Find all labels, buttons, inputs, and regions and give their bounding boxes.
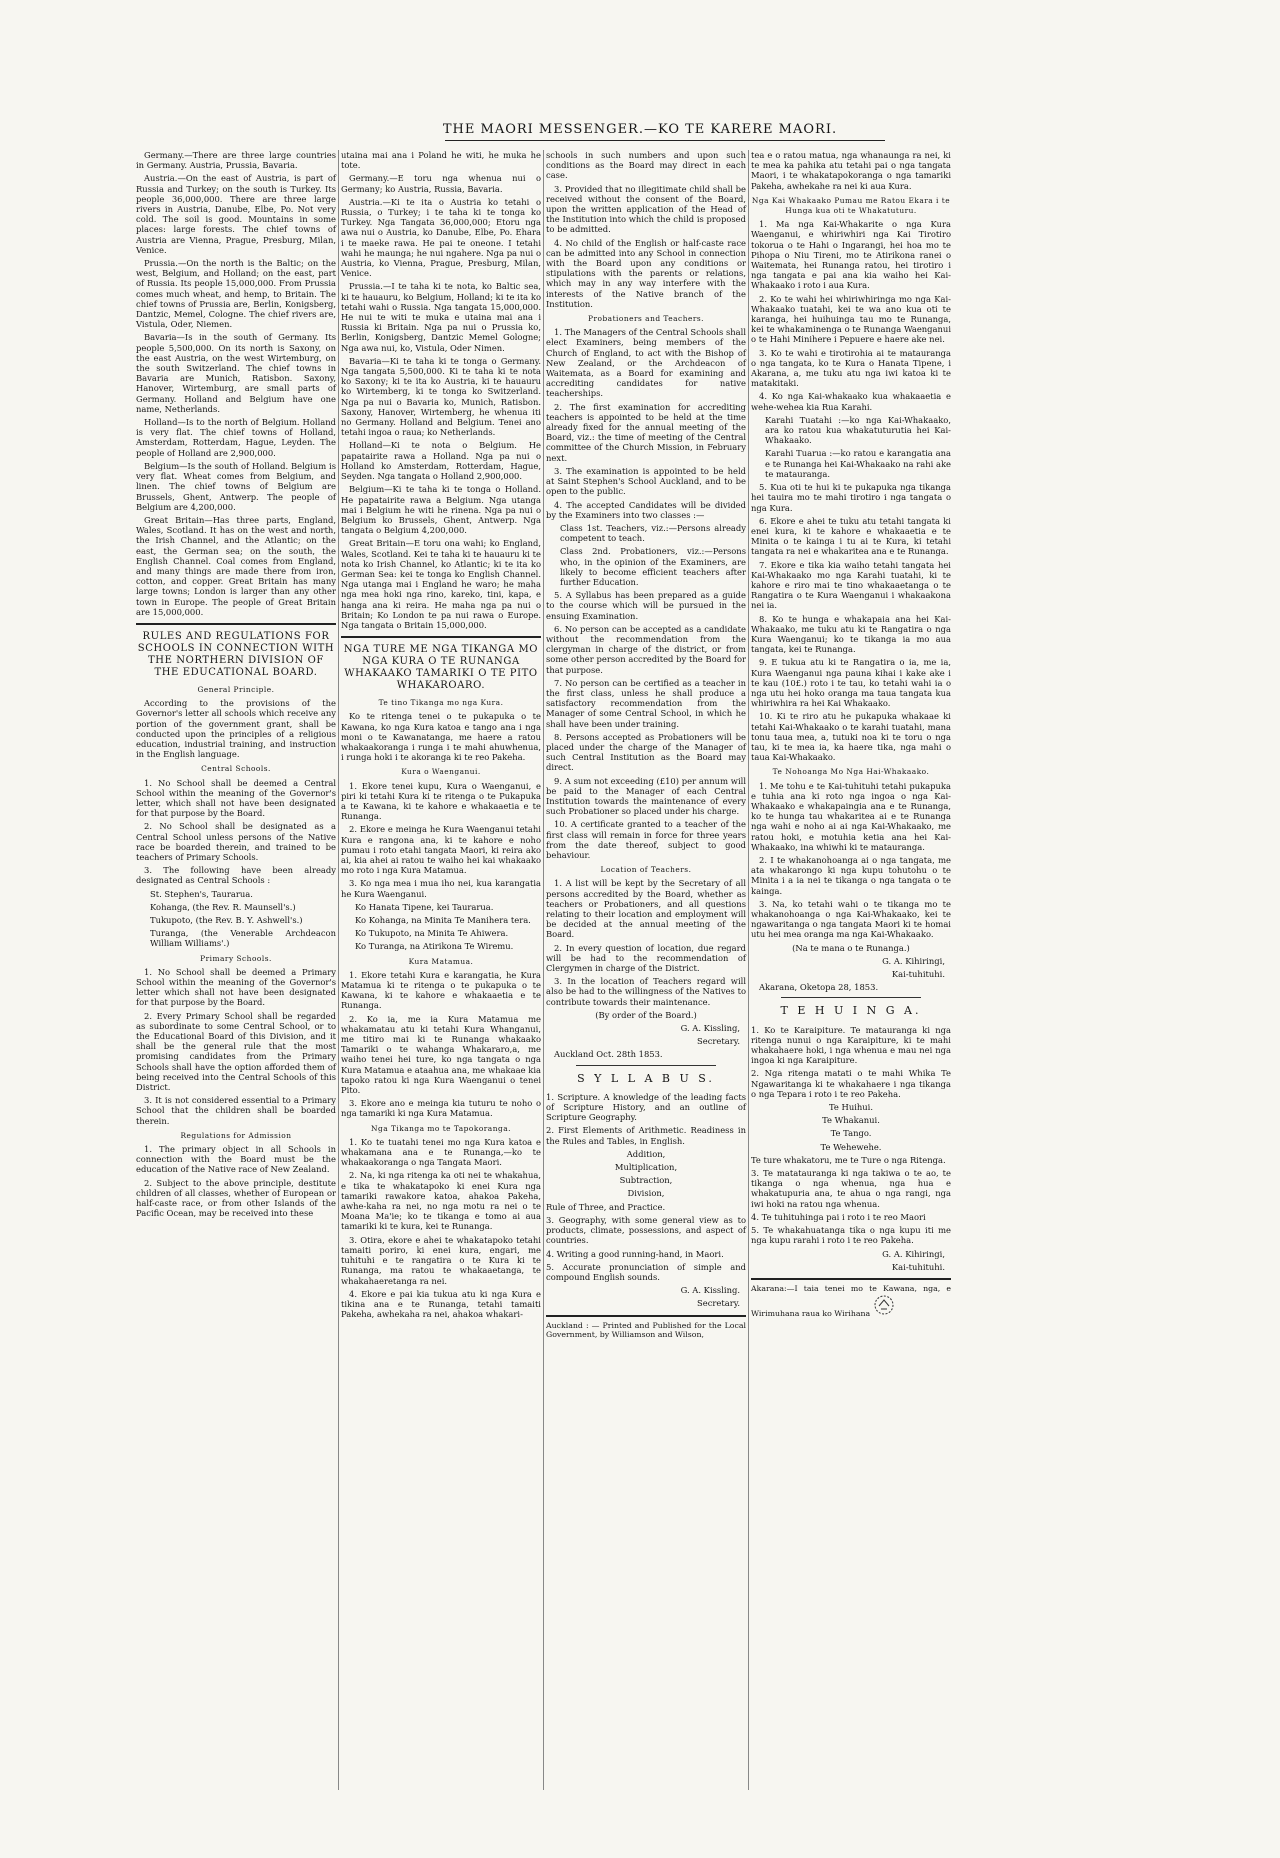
- imprint-text: Akarana:—I taia tenei mo te Kawana, nga, e Wirimuhana raua ko Wirihana: [751, 1283, 951, 1318]
- nohoanga-rule: 2. I te whakanohoanga ai o nga tangata, me ata whakarongo ki nga kupu tohutohu o te Minita i a ia nei te tikanga o nga tangata o te kainga.: [751, 855, 951, 896]
- imprint: [751, 1278, 951, 1318]
- board-order: (By order of the Board.): [595, 1009, 697, 1020]
- dateline: Akarana, Oketopa 28, 1853.: [759, 982, 879, 993]
- column-divider: [543, 150, 544, 1790]
- section-rule: [136, 623, 336, 625]
- central-rule: 2. No School shall be designated as a Central School unless persons of the Native race be boarded therein, and trained to be teachers of Primary Schools.: [136, 821, 336, 862]
- primary-rule: 2. Every Primary School shall be regarded as subordinate to some Central School, or to the Educational Board of this Division, and it shall be the general rule that the most promising candidates from the Primary Schools shall have the option afforded them of being received into the Central Schools of this District.: [136, 1010, 336, 1093]
- signer-title: Kai-tuhituhi.: [891, 1261, 945, 1272]
- country-paragraph: Holland—Is to the north of Belgium. Holland is very flat. The chief towns of Holland, Amsterdam, Rotterdam, Hague, Leyden. The people of Holland are 2,900,000.: [136, 417, 336, 458]
- admission-heading: Regulations for Admission: [180, 1130, 292, 1140]
- syllabus-item: Rule of Three, and Practice.: [546, 1201, 666, 1212]
- putanga-rule: 2. Ko te wahi hei whiriwhiringa mo nga Kai-Whakaako tuatahi, kei te wa ano kua oti te karanga, hei huihuinga tau mo te Runanga, kei te whakaminenga o te Runanga Waenganui o te Hahi Minihere i Pepuere e haere ake nei.: [751, 293, 951, 345]
- country-paragraph: Holland—Ki te nota o Belgium. He papatairite rawa a Holland. Nga pa nui o Holland ko Amsterdam, Rotterdam, Hague, Seyden. Nga tangata o Holland 2,900,000.: [341, 440, 541, 482]
- tapokoranga-rule: 4. Ekore e pai kia tukua atu ki nga Kura e tikina ana e te Runanga, tetahi tamaiti Pakeha, awhekaha ra nei, ahakoa whakari-: [341, 1288, 541, 1320]
- dateline: Auckland Oct. 28th 1853.: [554, 1049, 663, 1060]
- waenganui-rule: 2. Ekore e meinga he Kura Waenganui tetahi Kura e rangona ana, ki te kahore e noho pumau i roto etahi tangata Maori, ki reira ako ai, kia ahei ai ratou te waiho hei kai whakaako mo roto i nga Kura Matamua.: [341, 824, 541, 876]
- board-order: (Na te mana o te Runanga.): [792, 942, 910, 953]
- country-paragraph: Belgium—Ki te taha ki te tonga o Holland. He papatairite rawa a Belgium. Nga utanga mai i Belgium he witi he rinena. Nga pa nui o Belgium ko Brussels, Ghent, Antwerp. Nga tangata o Belgium 4,200,000.: [341, 484, 541, 536]
- tapokoranga-rule: 3. Otira, ekore e ahei te whakatapoko tetahi tamaiti poriro, ki enei kura, engari, me tuhituhi e te rangatira o te Kura ki te Runanga, ma ratou te whakaaetanga, te whakahaeretanga ra nei.: [341, 1234, 541, 1286]
- probationers-rule: 8. Persons accepted as Probationers will be placed under the charge of the Manager of such Central Institution as the Board may direct.: [546, 731, 746, 773]
- location-rule: 1. A list will be kept by the Secretary of all persons accredited by the Board, whether as teachers or Probationers, and all questions relating to their location and employment will be decided at the annual meeting of the Board.: [546, 878, 746, 940]
- huinga-item: 3. Te matatauranga ki nga takiwa o te ao, te tikanga o nga whenua, nga hua e whakatupuria ana, te ahua o nga rangi, nga iwi hoki na ratou nga whenua.: [751, 1168, 951, 1209]
- waenganui-rule: 3. Ko nga mea i mua iho nei, kua karangatia he Kura Waenganui.: [341, 878, 541, 899]
- column-divider: [748, 150, 749, 1790]
- waenganui-school: Ko Turanga, na Atirikona Te Wiremu.: [355, 941, 514, 952]
- masthead-rule: [445, 140, 885, 141]
- country-paragraph: Belgium—Is the south of Holland. Belgium is very flat. Wheat comes from Belgium, and linen. The chief towns of Belgium are Brussels, Ghent, Antwerp. The people of Belgium are 4,200,000.: [136, 460, 336, 512]
- central-rule: 1. No School shall be deemed a Central School within the meaning of the Governor's letter, which shall not have been designated for that purpose by the Board.: [136, 777, 336, 819]
- signer-title: Kai-tuhituhi.: [891, 969, 945, 980]
- seal-icon: [873, 1294, 895, 1316]
- divider: [781, 997, 921, 998]
- signer: G. A. Kihiringi,: [882, 1248, 945, 1259]
- class-item: Class 2nd. Probationers, viz.:—Persons who, in the opinion of the Examiners, are likely to become efficient teachers after further Education.: [560, 546, 746, 587]
- whika-item: Te Wehewehe.: [820, 1141, 882, 1152]
- karahi-item: Karahi Tuatahi :—ko nga Kai-Whakaako, ara ko ratou kua whakatuturutia hei Kai-Whakaako.: [765, 414, 951, 446]
- signer-title: Secretary.: [697, 1036, 740, 1047]
- arithmetic-item: Subtraction,: [619, 1175, 673, 1186]
- signer: G. A. Kihiringi,: [882, 955, 945, 966]
- country-paragraph: Germany.—There are three large countries in Germany. Austria, Prussia, Bavaria.: [136, 150, 336, 171]
- location-heading: Location of Teachers.: [600, 865, 692, 875]
- probationers-rule: 1. The Managers of the Central Schools shall elect Examiners, being members of the Church of England, to act with the Bishop of New Zealand, or the Archdeacon of Waitemata, as a Board for examining and accrediting candidates for native teacherships.: [546, 327, 746, 399]
- whika-item: Te Tango.: [830, 1128, 872, 1139]
- putanga-rule: 1. Ma nga Kai-Whakarite o nga Kura Waenganui, e whiriwhiri nga Kai Tirotiro tokorua o te Hahi o Ingarangi, hei hoa mo te Pihopa o Niu Tireni, mo te Atirikona ranei o Waitemata, hei Runanga ratou, hei tirotiro i nga tangata e pai ana kia waiho hei Kai-Whakaako i roto i aua Kura.: [751, 219, 951, 291]
- column-4: [751, 150, 951, 1318]
- class-item: Class 1st. Teachers, viz.:—Persons already competent to teach.: [560, 522, 746, 544]
- whika-item: Te Whakanui.: [822, 1115, 880, 1126]
- putanga-rule: 9. E tukua atu ki te Rangatira o ia, me ia, Kura Waenganui nga pauna kihai i kake ake i te kau (10£.) roto i te tau, ko tetahi wahi ia o nga utu hei hoko oranga ma taua tangata kua whiriwhira ra hei Kai Whakaako.: [751, 657, 951, 709]
- huinga-item: Te ture whakatoru, me te Ture o nga Ritenga.: [751, 1154, 946, 1165]
- column-divider: [338, 150, 339, 1790]
- tapokoranga-rule: 2. Na, ki nga ritenga ka oti nei te whakahua, e tika te whakatapoko ki enei Kura nga tamariki rawakore katoa, ahakoa Pakeha, awhe-kaha ra nei, no nga motu ra nei o te Moana Ma'ie; ko te tikanga e tomo ai aua tamariki ki te kura, kei te Runanga.: [341, 1170, 541, 1232]
- matamua-rule: 3. Ekore ano e meinga kia tuturu te noho o nga tamariki ki nga Kura Matamua.: [341, 1098, 541, 1119]
- country-paragraph: Bavaria—Ki te taha ki te tonga o Germany. Nga tangata 5,500,000. Ki te taha ki te nota ko Saxony; ki te ita ko Austria, ki te hauauru ko Wirtemberg, ki te tonga ko Switzerland. Nga pa nui o Bavaria ko, Munich, Ratisbon. Saxony, Hanover, Wirtemberg, he whenua iti no Germany. Holland and Belgium. Tenei ano tetahi ingoa o raua; ko Netherlands.: [341, 355, 541, 438]
- column-2: [341, 150, 541, 1322]
- probationers-rule: 10. A certificate granted to a teacher of the first class will remain in force for three years from the date thereof, subject to good behaviour.: [546, 819, 746, 860]
- putanga-rule: 3. Ko te wahi e tirotirohia ai te matauranga o nga tangata, ko te Kura o Hanata Tipene, i Akarana, a, me tuku atu nga iwi katoa ki te matakitaki.: [751, 347, 951, 389]
- country-paragraph: utaina mai ana i Poland he witi, he muka he tote.: [341, 150, 541, 171]
- rules-title: RULES AND REGULATIONS FOR SCHOOLS IN CONNECTION WITH THE NORTHERN DIVISION OF THE EDUCATIONAL BOARD.: [137, 630, 335, 678]
- probationers-rule: 7. No person can be certified as a teacher in the first class, unless he shall produce a satisfactory recommendation from the Manager of some Central School, in which he shall have been under training.: [546, 677, 746, 729]
- section-rule: [341, 636, 541, 638]
- central-school: Kohanga, (the Rev. R. Maunsell's.): [150, 901, 296, 912]
- matamua-rule: 1. Ekore tetahi Kura e karangatia, he Kura Matamua ki te ritenga o te pukapuka o te Kawana, ki te kahore e whakaaetia e te Runanga.: [341, 969, 541, 1011]
- general-heading: General Principle.: [197, 684, 275, 694]
- waenganui-school: Ko Tukupoto, na Minita Te Ahiwera.: [355, 928, 509, 939]
- huinga-item: 2. Nga ritenga matati o te mahi Whika Te Ngawaritanga ki te whakahaere i nga tikanga o nga Tepara i roto i te reo Pakeha.: [751, 1068, 951, 1099]
- probationers-rule: 3. The examination is appointed to be held at Saint Stephen's School Auckland, and to be open to the public.: [546, 465, 746, 497]
- huinga-item: 1. Ko te Karaipiture. Te matauranga ki nga ritenga nunui o nga Karaipiture, ki te mahi whakahaere hoki, i nga whenua e mau nei nga ingoa ki nga Karaipiture.: [751, 1024, 951, 1066]
- arithmetic-item: Multiplication,: [614, 1162, 678, 1173]
- country-paragraph: Bavaria—Is in the south of Germany. Its people 5,500,000. On its north is Saxony, on the east Austria, on the west Wirtemburg, on the south Switzerland. The chief towns in Bavaria are Munich, Ratisbon. Saxony, Hanover, Wirtemburg, are small parts of Germany. Holland and Belgium have one name, Netherlands.: [136, 332, 336, 414]
- arithmetic-item: Addition,: [626, 1148, 666, 1159]
- probationers-rule: 2. The first examination for accrediting teachers is appointed to be held at the time already fixed for the annual meeting of the Board, viz.: the time of meeting of the Central committee of the Church Mission, in February next.: [546, 401, 746, 463]
- location-rule: 2. In every question of location, due regard will be had to the recommendation of Clergymen in charge of the District.: [546, 942, 746, 974]
- putanga-rule: 7. Ekore e tika kia waiho tetahi tangata hei Kai-Whakaako mo nga Karahi tuatahi, ki te kahore e riro mai te tino whakaaetanga o te Rangatira o te Kura Waenganui i whakaakona nei ia.: [751, 559, 951, 611]
- country-paragraph: Prussia.—I te taha ki te nota, ko Baltic sea, ki te hauauru, ko Belgium, Holland; ki te ita ko tetahi wahi o Russia. Nga tangata 15,000,000. He nui te witi te muka e utaina mai ana i Russia ki Britain. Nga pa nui o Prussia ko, Berlin, Konigsberg, Dantzic Memel Gologne; Nga awa nui, ko, Vistula, Oder Nimen.: [341, 281, 541, 353]
- primary-heading: Primary Schools.: [200, 953, 272, 963]
- primary-rule: 1. No School shall be deemed a Primary School within the meaning of the Governor's letter which shall not have been designated for that purpose by the Board.: [136, 966, 336, 1008]
- country-paragraph: Great Britain—Has three parts, England, Wales, Scotland. It has on the west and north, the Irish Channel, and the Atlantic; on the east, the German sea; on the south, the English Channel. Coal comes from England, and many things are made there from iron, cotton, and copper. Great Britain has many large towns; London is larger than any other town in Europe. The people of Great Britain are 15,000,000.: [136, 514, 336, 617]
- admission-rule: 2. Subject to the above principle, destitute children of all classes, whether of European or half-caste race, or from other Islands of the Pacific Ocean, may be received into these: [136, 1177, 336, 1219]
- masthead: THE MAORI MESSENGER.—KO TE KARERE MAORI.: [442, 122, 838, 137]
- admission-rule: 1. The primary object in all Schools in connection with the Board must be the education of the Native race of New Zealand.: [136, 1144, 336, 1175]
- country-paragraph: Prussia.—On the north is the Baltic; on the west, Belgium, and Holland; on the east, part of Russia. Its people 15,000,000. From Prussia comes much wheat, and hemp, to Britain. The chief towns of Prussia are, Berlin, Konigsberg, Dantzic, Memel, Cologne. The chief rivers are, Vistula, Oder, Niemen.: [136, 258, 336, 330]
- syllabus-item: 3. Geography, with some general view as to products, climate, possessions, and aspect of countries.: [546, 1214, 746, 1246]
- matamua-rule: 2. Ko ia, me ia Kura Matamua me whakamatau atu ki tetahi Kura Whanganui, me titiro mai ki te Runanga whakaako Tamariki o te wahanga Whakararo,a, me waiho tenei hei ture, ko nga tangata o nga Kura Matamua e ataahua ana, me whakaae kia tapoko ratou ki nga Kura Waenganui o tenei Pito.: [341, 1013, 541, 1096]
- putanga-rule: 8. Ko te hunga e whakapaia ana hei Kai-Whakaako, me tuku atu ki te Rangatira o nga Kura Waenganui; ko te tikanga ia mo aua tangata, kei te Runanga.: [751, 613, 951, 655]
- putanga-heading: Nga Kai Whakaako Pumau me Ratou Ekara i te Hunga kua oti te Whakatuturu.: [751, 195, 951, 216]
- country-paragraph: Germany.—E toru nga whenua nui o Germany; ko Austria, Russia, Bavaria.: [341, 173, 541, 194]
- ture-title: NGA TURE ME NGA TIKANGA MO NGA KURA O TE RUNANGA WHAKAAKO TAMARIKI O TE PITO WHAKAROARO.: [343, 644, 539, 692]
- location-rule: 3. In the location of Teachers regard will also be had to the willingness of the Natives to contribute towards their maintenance.: [546, 976, 746, 1007]
- nohoanga-rule: 1. Me tohu e te Kai-tuhituhi tetahi pukapuka e tuhia ana ki roto nga ingoa o nga Kai-Whakaako e whakapaingia ana e te Runanga, ko te hunga tau whakaritea ai e te Runanga nga wahi e noho ai ai nga Kai-Whakaako, me ratou hoki, e motuhia ketia ana hei Kai-Whakaako, ina whiwhi ki te matauranga.: [751, 780, 951, 852]
- admission-continued: 3. Provided that no illegitimate child shall be received without the consent of the Board, upon the written application of the Head of the Institution into which the child is proposed to be admitted.: [546, 183, 746, 235]
- tapokoranga-heading: Nga Tikanga mo te Tapokoranga.: [371, 1123, 511, 1133]
- tapokoranga-continued: tea e o ratou matua, nga whanaunga ra nei, ki te mea ka pahika atu tetahi pai o nga tangata Maori, i te whakatapokoranga o nga tamariki Pakeha, awhekahe ra nei ki aua Kura.: [751, 150, 951, 191]
- imprint: Auckland : — Printed and Published for the Local Government, by Williamson and Wilson,: [546, 1315, 746, 1340]
- waenganui-rule: 1. Ekore tenei kupu, Kura o Waenganui, e piri ki tetahi Kura ki te ritenga o te Pukapuka a te Kawana, ki te kahore e whakaaetia e te Runanga.: [341, 780, 541, 822]
- putanga-rule: 5. Kua oti te hui ki te pukapuka nga tikanga hei tauira mo te mahi tirotiro i nga tangata o nga Kura.: [751, 482, 951, 513]
- country-paragraph: Austria.—Ki te ita o Austria ko tetahi o Russia, o Turkey; i te taha ki te tonga ko Turkey. Nga Tangata 36,000,000; Etoru nga awa nui o Austria, ko Danube, Elbe, Po. Ehara i te maeke rawa. He pai te oneone. I tetahi wahi he maunga; he nui ngahere. Nga pa nui o Austria, ko Vienna, Prague, Presburg, Milan, Venice.: [341, 196, 541, 279]
- central-rule: 3. The following have been already designated as Central Schools :: [136, 865, 336, 886]
- syllabus-item: 2. First Elements of Arithmetic. Readiness in the Rules and Tables, in English.: [546, 1125, 746, 1146]
- signer: G. A. Kissling,: [680, 1023, 740, 1034]
- tapokoranga-rule: 1. Ko te tuatahi tenei mo nga Kura katoa e whakamana ana e te Runanga,—ko te whakaakoranga o nga Tangata Maori.: [341, 1136, 541, 1168]
- central-school: Turanga, (the Venerable Archdeacon William Williams'.): [150, 928, 336, 949]
- arithmetic-item: Division,: [627, 1188, 665, 1199]
- central-heading: Central Schools.: [201, 764, 271, 774]
- country-paragraph: Austria.—On the east of Austria, is part of Russia and Turkey; on the south is Turkey. Its people 36,000,000. There are three large rivers in Austria, Danube, Elbe, Po. Not very cold. The soil is good. Mountains in some places: large forests. The chief towns of Austria are Vienna, Prague, Presburg, Milan, Venice.: [136, 173, 336, 255]
- column-3: [546, 150, 746, 1340]
- huinga-title: T E H U I N G A.: [780, 1004, 922, 1018]
- huinga-item: 5. Te whakahuatanga tika o nga kupu iti me nga kupu rarahi i roto i te reo Pakeha.: [751, 1225, 951, 1246]
- primary-rule: 3. It is not considered essential to a Primary School that the children shall be boarded therein.: [136, 1095, 336, 1126]
- nohoanga-rule: 3. Na, ko tetahi wahi o te tikanga mo te whakanohoanga o nga Kai-Whakaako, kei te ngawaritanga o nga tangata Maori ki te homai utu hei mea oranga ma nga Kai-Whakaako.: [751, 898, 951, 940]
- divider: [576, 1065, 716, 1066]
- column-1: [136, 150, 336, 1221]
- signer: G. A. Kissling.: [680, 1285, 740, 1296]
- putanga-rule: 6. Ekore e ahei te tuku atu tetahi tangata ki enei kura, ki te kahore e whakaaetia e te Minita o te kainga i tu ai te Kura, ki tetahi tangata ra nei e whakaritea ana e te Runanga.: [751, 515, 951, 557]
- probationers-rule: 4. The accepted Candidates will be divided by the Examiners into two classes :—: [546, 499, 746, 520]
- syllabus-item: 1. Scripture. A knowledge of the leading facts of Scripture History, and an outline of Scripture Geography.: [546, 1091, 746, 1123]
- syllabus-title: S Y L L A B U S.: [577, 1071, 715, 1085]
- tino-text: Ko te ritenga tenei o te pukapuka o te Kawana, ko nga Kura katoa e tango ana i nga moni o te Kawanatanga, me haere a ratou whakaakoranga i runga i te mahi ahuwhenua, i runga hoki i te akoranga ki te reo Pakeha.: [341, 711, 541, 763]
- putanga-rule: 4. Ko nga Kai-whakaako kua whakaaetia e wehe-wehea kia Rua Karahi.: [751, 391, 951, 412]
- syllabus-item: 5. Accurate pronunciation of simple and compound English sounds.: [546, 1261, 746, 1282]
- matamua-heading: Kura Matamua.: [408, 956, 474, 966]
- waenganui-heading: Kura o Waenganui.: [401, 767, 481, 777]
- waenganui-school: Ko Hanata Tipene, kei Taurarua.: [355, 901, 494, 912]
- central-school: St. Stephen's, Taurarua.: [150, 888, 253, 899]
- country-paragraph: Great Britain—E toru ona wahi; ko England, Wales, Scotland. Kei te taha ki te hauauru ki te nota ko Irish Channel, ko Atlantic; ki te ita ko German Sea: kei te tonga ko English Channel. Nga utanga mai i England he waro; he maha nga mea hoki nga rino, kareko, tini, kapa, e hanga ana ki reira. He maha nga pa nui o Britain; Ko London te pa nui rawa o Europe. Nga tangata o Britain 15,000,000.: [341, 538, 541, 630]
- whika-item: Te Huihui.: [828, 1102, 874, 1113]
- admission-continued: 4. No child of the English or half-caste race can be admitted into any School in connection with the Board upon any conditions or stipulations with the parents or relations, which may in any way interfere with the interests of the Native branch of the Institution.: [546, 237, 746, 309]
- probationers-rule: 9. A sum not exceeding (£10) per annum will be paid to the Manager of each Central Institution towards the maintenance of every such Probationer so placed under his charge.: [546, 775, 746, 817]
- putanga-rule: 10. Ki te riro atu he pukapuka whakaae ki tetahi Kai-Whakaako o te karahi tuatahi, mana tonu taua mea, a, tutuki noa ki te toru o nga tau, ki te mea ia, ka haere tika, nga mahi o taua Kai-Whakaako.: [751, 711, 951, 763]
- signer-title: Secretary.: [697, 1298, 740, 1309]
- probationers-rule: 6. No person can be accepted as a candidate without the recommendation from the clergyman in charge of the district, or from some other person accredited by the Board for that purpose.: [546, 623, 746, 675]
- nohoanga-heading: Te Nohoanga Mo Nga Hai-Whakaako.: [772, 767, 930, 777]
- probationers-rule: 5. A Syllabus has been prepared as a guide to the course which will be pursued in the ensuing Examination.: [546, 590, 746, 621]
- admission-continued: schools in such numbers and upon such conditions as the Board may direct in each case.: [546, 150, 746, 181]
- karahi-item: Karahi Tuarua :—ko ratou e karangatia ana e te Runanga hei Kai-Whakaako na rahi ake te matauranga.: [765, 448, 951, 479]
- central-school: Tukupoto, (the Rev. B. Y. Ashwell's.): [150, 915, 303, 925]
- huinga-item: 4. Te tuhituhinga pai i roto i te reo Maori: [751, 1211, 926, 1222]
- general-text: According to the provisions of the Governor's letter all schools which receive any portion of the government grant, shall be conducted upon the principles of a religious education, industrial training, and instruction in the English language.: [136, 698, 336, 760]
- syllabus-item: 4. Writing a good running-hand, in Maori.: [546, 1248, 724, 1259]
- waenganui-school: Ko Kohanga, na Minita Te Manihera tera.: [355, 915, 531, 925]
- probationers-heading: Probationers and Teachers.: [587, 314, 704, 324]
- tino-heading: Te tino Tikanga mo nga Kura.: [378, 698, 504, 708]
